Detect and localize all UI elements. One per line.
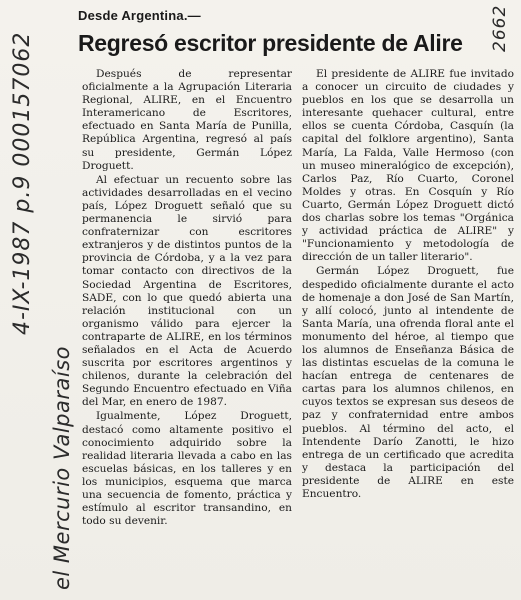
paragraph-3: Igualmente, López Droguett, destacó como altamente positivo el conocimiento adquirido sobre la realidad literaria llevada a cabo en las escuelas básicas, en los talleres y en los municipios, esquema que marca una secuencia de fomento, práctica y estímulo al escritor transandino, en todo su devenir. bbox=[82, 410, 292, 528]
handwritten-number: 2662 bbox=[490, 4, 510, 52]
handwritten-source: el Mercurio Valparaíso bbox=[50, 346, 74, 590]
paragraph-4: El presidente de ALIRE fue invitado a conocer un circuito de ciudades y pueblos en los que se desarrolla un interesante quehacer cultural, entre ellos se cuenta Córdoba, Casquín (la capital del folklore argentino), Santa María, La Falda, Valle Hermoso (con un museo mineralógico de excepción), Carlos Paz, Río Cuarto, Coronel Moldes y otras. En Cosquín y Río Cuarto, Germán López Droguett dictó dos charlas sobre los temas "Orgánica y actividad práctica de ALIRE" y "Funcionamiento y metodología de dirección de un taller literario". bbox=[302, 68, 514, 264]
paragraph-1: Después de representar oficialmente a la Agrupación Literaria Regional, ALIRE, en el Encuentro Interamericano de Escritores, efectuado en Santa María de Punilla, República Argentina, regresó al país su presidente, Germán López Droguett. bbox=[82, 68, 292, 172]
paragraph-5: Germán López Droguett, fue despedido oficialmente durante el acto de homenaje a don José de San Martín, y allí colocó, junto al intendente de Santa María, una ofrenda floral ante el monumento del héroe, al tiempo que los alumnos de Enseñanza Básica de las distintas escuelas de la comuna le hacían entrega de centenares de cartas para los alumnos chilenos, en cuyos textos se expresan sus deseos de paz y confraternidad entre ambos pueblos. Al término del acto, el Intendente Darío Zanotti, le hizo entrega de un certificado que acredita y destaca la participación del presidente de ALIRE en este Encuentro. bbox=[302, 265, 514, 500]
paragraph-2: Al efectuar un recuento sobre las actividades desarrolladas en el vecino país, López Droguett señaló que su permanencia le sirvió para confraternizar con escritores extranjeros y de distintos puntos de la provincia de Córdoba, y a la vez para tomar contacto con directivos de la Sociedad Argentina de Escritores, SADE, con lo que quedó abierta una relación institucional con un organismo válido para ejercer la contraparte de ALIRE, en los términos señalados en el Acta de Acuerdo suscrita por escritores argentinos y chilenos, durante la celebración del Segundo Encuentro efectuado en Viña del Mar, en enero de 1987. bbox=[82, 173, 292, 409]
article-left-column bbox=[82, 68, 292, 528]
article-right-column bbox=[302, 68, 514, 501]
kicker-line: Desde Argentina.— bbox=[78, 8, 201, 23]
handwritten-date-and-id: 4-IX-1987 p.9 000157062 bbox=[10, 31, 35, 335]
article-headline: Regresó escritor presidente de Alire bbox=[78, 30, 463, 56]
